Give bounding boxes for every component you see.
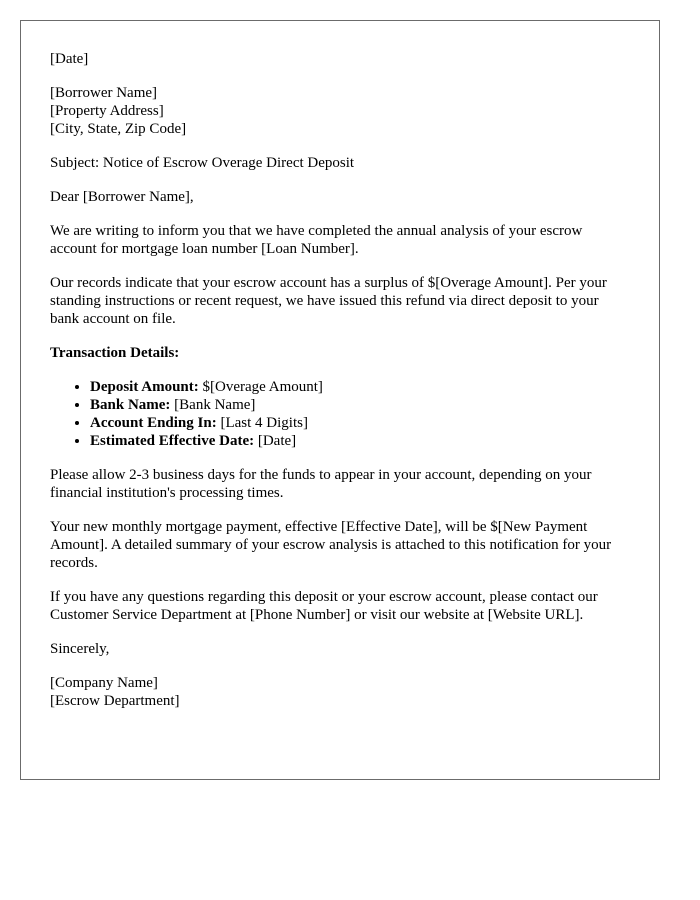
transaction-heading: [50, 344, 630, 362]
signature-department: [Escrow Department]: [50, 693, 180, 709]
list-item-value: [Bank Name]: [170, 397, 256, 413]
list-item-label: Account Ending In:: [90, 415, 217, 431]
body-paragraph-surplus: Our records indicate that your escrow account has a surplus of $[Overage Amount]. Per your standing instructions or recent request, we have issued this refund via direct deposit to your bank account on file.: [50, 275, 607, 327]
list-item-value: $[Overage Amount]: [198, 379, 323, 395]
recipient-block: [50, 84, 630, 138]
body-paragraph-contact: If you have any questions regarding this deposit or your escrow account, please contact our Customer Service Department at [Phone Number] or visit our website at [Website URL].: [50, 589, 598, 623]
list-item-label: Bank Name:: [90, 397, 171, 413]
body-paragraph-intro: We are writing to inform you that we have completed the annual analysis of your escrow account for mortgage loan number [Loan Number].: [50, 223, 583, 257]
signature-block: [50, 674, 630, 710]
list-item-account-ending: [90, 414, 630, 432]
letter-date: [Date]: [50, 51, 89, 67]
letter-closing: Sincerely,: [50, 641, 110, 657]
recipient-city-state-zip: [City, State, Zip Code]: [50, 121, 187, 137]
list-item-label: Deposit Amount:: [90, 379, 199, 395]
letter-subject: Subject: Notice of Escrow Overage Direct Deposit: [50, 155, 355, 171]
letter-page: [20, 20, 660, 780]
list-item-value: [Date]: [254, 433, 297, 449]
body-paragraph-processing: Please allow 2-3 business days for the funds to appear in your account, depending on your financial institution's processing times.: [50, 467, 592, 501]
letter-salutation: Dear [Borrower Name],: [50, 189, 194, 205]
body-paragraph-new-payment: Your new monthly mortgage payment, effective [Effective Date], will be $[New Payment Amount]. A detailed summary of your escrow analysis is attached to this notification for your records.: [50, 519, 612, 571]
list-item-effective-date: [90, 432, 630, 450]
transaction-heading-text: Transaction Details:: [50, 345, 180, 361]
list-item-value: [Last 4 Digits]: [216, 415, 308, 431]
signature-company: [Company Name]: [50, 675, 158, 691]
recipient-address: [Property Address]: [50, 103, 164, 119]
recipient-name: [Borrower Name]: [50, 85, 158, 101]
list-item-label: Estimated Effective Date:: [90, 433, 255, 449]
list-item-deposit-amount: [90, 378, 630, 396]
transaction-details-list: [50, 378, 630, 450]
list-item-bank-name: [90, 396, 630, 414]
